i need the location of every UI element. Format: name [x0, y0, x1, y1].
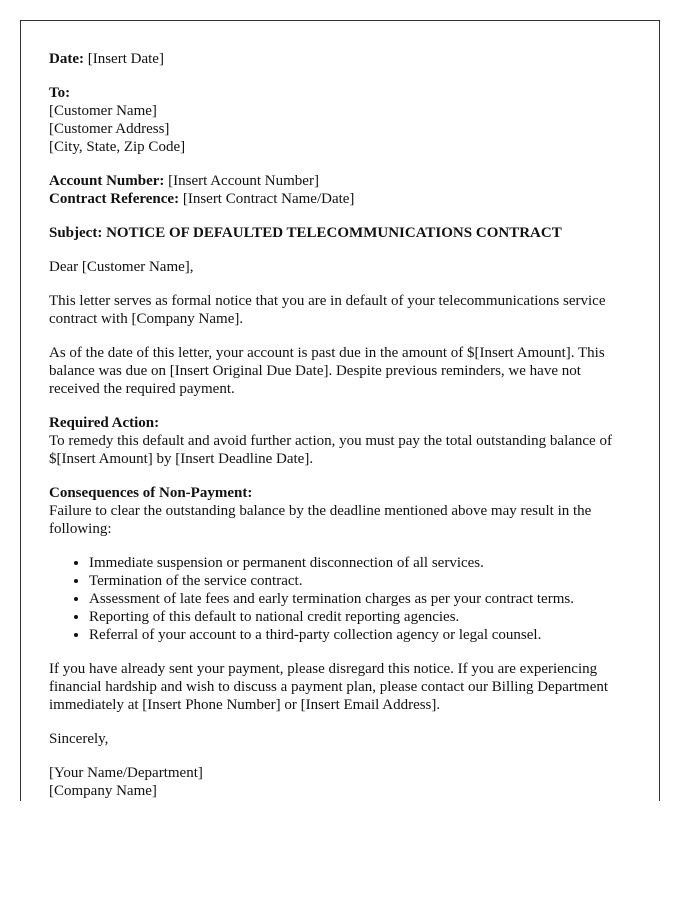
required-action: [49, 414, 631, 468]
required-action-text: To remedy this default and avoid further action, you must pay the total outstanding balance of $[Insert Amount] by [Insert Deadline Date].: [49, 433, 612, 467]
subject-label: Subject:: [49, 225, 103, 241]
account-label: Account Number:: [49, 173, 165, 189]
signature-name: [Your Name/Department]: [49, 765, 203, 781]
contract-label: Contract Reference:: [49, 191, 180, 207]
signature-block: [49, 764, 631, 800]
to-label: To:: [49, 85, 71, 101]
contract-value: [Insert Contract Name/Date]: [182, 191, 355, 207]
customer-city: [City, State, Zip Code]: [49, 139, 186, 155]
consequences-list: [49, 554, 631, 644]
date-value: [Insert Date]: [87, 51, 164, 67]
consequences: [49, 484, 631, 538]
consequences-text: Failure to clear the outstanding balance by the deadline mentioned above may result in the following:: [49, 503, 592, 537]
letter-page: [20, 20, 660, 801]
paragraph-balance: As of the date of this letter, your account is past due in the amount of $[Insert Amount]. This balance was due on [Insert Original Due Date]. Despite previous reminders, we have not received the required payment.: [49, 345, 605, 397]
paragraph-contact: If you have already sent your payment, please disregard this notice. If you are experiencing financial hardship and wish to discuss a payment plan, please contact our Billing Department immediately at [Insert Phone Number] or [Insert Email Address].: [49, 661, 609, 713]
signature-company: [Company Name]: [49, 783, 157, 799]
required-action-heading: Required Action:: [49, 415, 160, 431]
customer-address: [Customer Address]: [49, 121, 170, 137]
list-item: • Assessment of late fees and early termination charges as per your contract terms.: [89, 590, 631, 608]
account-value: [Insert Account Number]: [168, 173, 319, 189]
list-item: • Referral of your account to a third-party collection agency or legal counsel.: [89, 626, 631, 644]
customer-name: [Customer Name]: [49, 103, 157, 119]
recipient-block: [49, 84, 631, 156]
paragraph-notice: This letter serves as formal notice that you are in default of your telecommunications service contract with [Company Name].: [49, 293, 606, 327]
list-item: • Termination of the service contract.: [89, 572, 631, 590]
date-label: Date:: [49, 51, 84, 67]
subject-value: NOTICE OF DEFAULTED TELECOMMUNICATIONS CONTRACT: [106, 225, 562, 241]
subject-line: [49, 224, 631, 242]
consequences-heading: Consequences of Non-Payment:: [49, 485, 253, 501]
date-line: [49, 50, 631, 68]
list-item: • Immediate suspension or permanent disconnection of all services.: [89, 554, 631, 572]
list-item: • Reporting of this default to national credit reporting agencies.: [89, 608, 631, 626]
closing: Sincerely,: [49, 731, 109, 747]
reference-block: [49, 172, 631, 208]
salutation: Dear [Customer Name],: [49, 259, 194, 275]
